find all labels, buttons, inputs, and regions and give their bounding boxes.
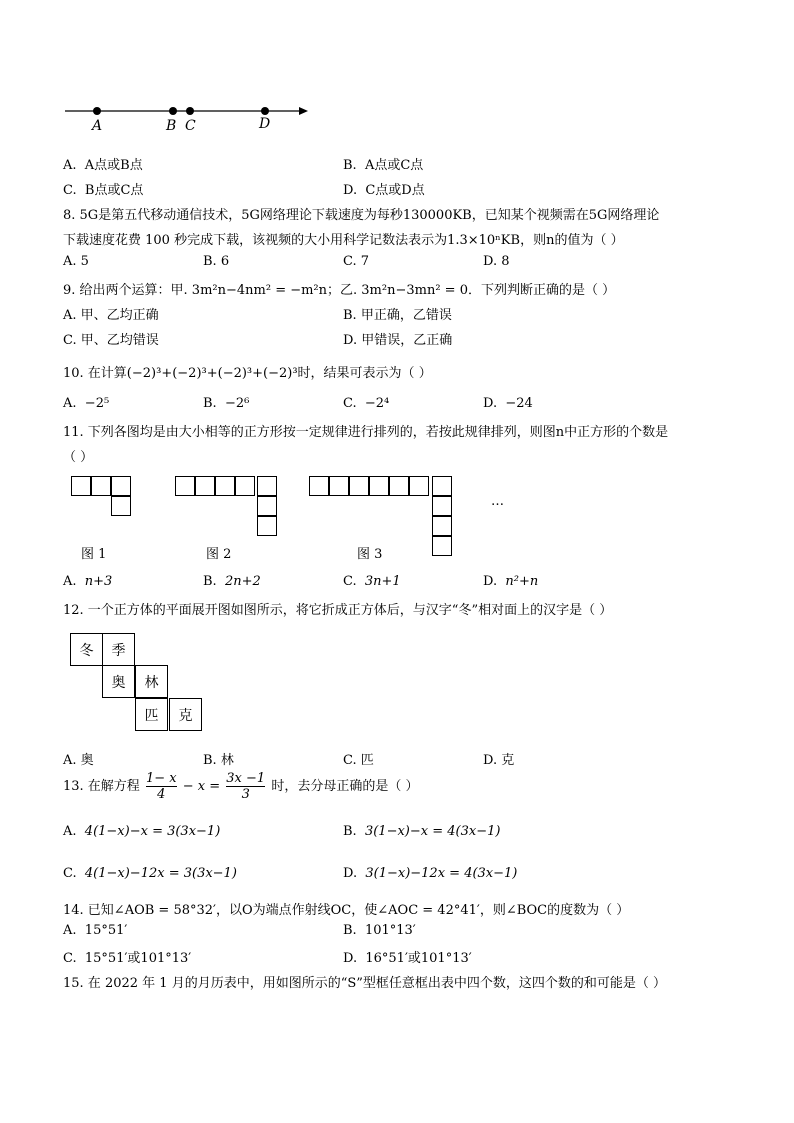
fraction-1-denominator: 4 bbox=[157, 787, 166, 802]
point-label-b: B bbox=[166, 118, 177, 134]
q15-stem: 15. 在 2022 年 1 月的月历表中，用如图所示的“S”型框任意框出表中四个数，这四个数的和可能是（ ） bbox=[63, 976, 667, 991]
option-label: A. bbox=[63, 396, 77, 411]
option-text: B点或C点 bbox=[84, 183, 144, 198]
option-label: A. bbox=[63, 753, 77, 768]
option-text: 匹 bbox=[360, 753, 374, 768]
q12-option-c[interactable] bbox=[343, 749, 374, 768]
q13-stem bbox=[63, 771, 418, 802]
option-text: 2n+2 bbox=[224, 574, 261, 589]
option-label: B. bbox=[343, 923, 357, 938]
q9-option-a[interactable] bbox=[63, 304, 159, 323]
option-label: D. bbox=[483, 753, 498, 768]
q11-stem-line1: 11. 下列各图均是由大小相等的正方形按一定规律进行排列的，若按此规律排列，则图n中正方形的个数是 bbox=[63, 425, 669, 440]
net-cell-ao: 奥 bbox=[102, 665, 135, 698]
square bbox=[71, 476, 91, 496]
q11-stem-line2: （ ） bbox=[63, 450, 94, 465]
q9-stem: 9. 给出两个运算：甲. 3m²n−4nm² = −m²n；乙. 3m²n−3mn² = 0．下列判断正确的是（ ） bbox=[63, 283, 616, 298]
option-text: 奥 bbox=[80, 753, 94, 768]
option-text: 15°51′ bbox=[84, 923, 128, 938]
q13-option-d[interactable] bbox=[343, 866, 517, 881]
q12-option-d[interactable] bbox=[483, 749, 514, 768]
net-cell-ke: 克 bbox=[169, 698, 202, 731]
q8-option-a[interactable] bbox=[63, 254, 89, 269]
option-text: C点或D点 bbox=[365, 183, 425, 198]
q8-stem-line2: 下载速度花费 100 秒完成下载，该视频的大小用科学记数法表示为1.3×10ⁿKB，则n的值为（ ） bbox=[63, 233, 624, 248]
point-a bbox=[93, 107, 101, 115]
fraction-2-numerator: 3x −1 bbox=[226, 771, 266, 786]
option-text: −2⁶ bbox=[224, 396, 250, 411]
q8-stem-line1: 8. 5G是第五代移动通信技术，5G网络理论下载速度为每秒130000KB，已知某个视频需在5G网络理论 bbox=[63, 208, 660, 223]
option-label: C. bbox=[343, 753, 357, 768]
option-text: −2⁵ bbox=[84, 396, 110, 411]
net-cell-dong: 冬 bbox=[70, 633, 103, 666]
option-label: B. bbox=[203, 574, 217, 589]
option-label: D. bbox=[483, 396, 498, 411]
fraction-2 bbox=[226, 771, 265, 802]
option-text: 101°13′ bbox=[364, 923, 416, 938]
q7-option-d[interactable] bbox=[343, 179, 425, 198]
net-cell-pi: 匹 bbox=[135, 698, 168, 731]
q14-option-b[interactable] bbox=[343, 923, 416, 938]
q9-option-b[interactable] bbox=[343, 304, 452, 323]
figure-label-2: 图 2 bbox=[206, 547, 232, 562]
square bbox=[195, 476, 215, 496]
q14-option-a[interactable] bbox=[63, 923, 127, 938]
figure-label-3: 图 3 bbox=[357, 547, 383, 562]
option-label: D. bbox=[343, 951, 358, 966]
square bbox=[432, 476, 452, 496]
q7-option-c[interactable] bbox=[63, 179, 143, 198]
q8-option-d[interactable] bbox=[483, 254, 510, 269]
option-label: D. bbox=[483, 574, 498, 589]
option-text: 甲错误，乙正确 bbox=[361, 333, 453, 348]
option-text: 15°51′或101°13′ bbox=[84, 951, 192, 966]
option-label: A. bbox=[63, 254, 77, 269]
q10-option-b[interactable] bbox=[203, 396, 249, 411]
option-text: 16°51′或101°13′ bbox=[365, 951, 472, 966]
option-label: C. bbox=[63, 866, 77, 881]
option-label: A. bbox=[63, 824, 77, 839]
option-label: D. bbox=[483, 254, 498, 269]
q14-option-c[interactable] bbox=[63, 947, 191, 966]
square bbox=[111, 476, 131, 496]
option-label: B. bbox=[343, 158, 357, 173]
option-text: 甲、乙均正确 bbox=[80, 308, 159, 323]
q12-option-b[interactable] bbox=[203, 749, 234, 768]
option-text: 8 bbox=[501, 254, 510, 269]
option-text: 3n+1 bbox=[364, 574, 401, 589]
q7-option-a[interactable] bbox=[63, 154, 143, 173]
square bbox=[257, 476, 277, 496]
option-label: C. bbox=[343, 254, 357, 269]
square bbox=[175, 476, 195, 496]
square bbox=[329, 476, 349, 496]
q11-option-b[interactable] bbox=[203, 574, 261, 589]
q10-option-a[interactable] bbox=[63, 396, 109, 411]
arrow-icon bbox=[299, 107, 308, 115]
q13-option-a[interactable] bbox=[63, 824, 220, 839]
option-text: 3(1−x)−12x = 4(3x−1) bbox=[365, 866, 518, 881]
q13-stem-before: 13. 在解方程 bbox=[63, 779, 140, 794]
option-label: A. bbox=[63, 923, 77, 938]
q9-option-d[interactable] bbox=[343, 329, 452, 348]
option-text: −2⁴ bbox=[364, 396, 390, 411]
q7-option-b[interactable] bbox=[343, 154, 423, 173]
square bbox=[432, 516, 452, 536]
option-text: 4(1−x)−12x = 3(3x−1) bbox=[84, 866, 237, 881]
square bbox=[235, 476, 255, 496]
q12-stem: 12. 一个正方体的平面展开图如图所示，将它折成正方体后，与汉字“冬”相对面上的汉字是（ ） bbox=[63, 603, 613, 618]
figure-label-1: 图 1 bbox=[81, 547, 107, 562]
q13-stem-after: 时，去分母正确的是（ ） bbox=[271, 779, 419, 794]
option-text: 甲正确，乙错误 bbox=[360, 308, 452, 323]
q11-option-a[interactable] bbox=[63, 574, 112, 589]
option-text: 4(1−x)−x = 3(3x−1) bbox=[84, 824, 221, 839]
square bbox=[257, 496, 277, 516]
q11-option-c[interactable] bbox=[343, 574, 401, 589]
point-d bbox=[261, 107, 269, 115]
option-label: B. bbox=[343, 824, 357, 839]
square bbox=[409, 476, 429, 496]
option-label: D. bbox=[343, 866, 358, 881]
q10-option-c[interactable] bbox=[343, 396, 389, 411]
fraction-1-numerator: 1− x bbox=[145, 771, 177, 786]
q14-stem: 14. 已知∠AOB = 58°32′，以O为端点作射线OC，使∠AOC = 42°41′，则∠BOC的度数为（ ） bbox=[63, 903, 630, 918]
fraction-2-denominator: 3 bbox=[241, 787, 250, 802]
square bbox=[369, 476, 389, 496]
option-text: 5 bbox=[80, 254, 89, 269]
option-text: n²+n bbox=[505, 574, 539, 589]
option-label: C. bbox=[343, 574, 357, 589]
option-label: C. bbox=[343, 396, 357, 411]
option-label: C. bbox=[63, 951, 77, 966]
option-text: 克 bbox=[501, 753, 515, 768]
option-label: D. bbox=[343, 183, 358, 198]
q12-option-a[interactable] bbox=[63, 749, 94, 768]
option-label: C. bbox=[63, 333, 77, 348]
option-label: C. bbox=[63, 183, 77, 198]
square bbox=[215, 476, 235, 496]
q14-option-d[interactable] bbox=[343, 947, 472, 966]
net-cell-lin: 林 bbox=[135, 665, 168, 698]
square bbox=[432, 496, 452, 516]
fraction-1 bbox=[146, 771, 177, 802]
square bbox=[432, 536, 452, 556]
square bbox=[111, 496, 131, 516]
option-label: A. bbox=[63, 574, 77, 589]
option-text: 林 bbox=[220, 753, 234, 768]
q10-stem: 10. 在计算(−2)³+(−2)³+(−2)³+(−2)³时，结果可表示为（ ） bbox=[63, 366, 432, 381]
net-cell-ji: 季 bbox=[102, 633, 135, 666]
q8-option-c[interactable] bbox=[343, 254, 369, 269]
square bbox=[349, 476, 369, 496]
q8-option-b[interactable] bbox=[203, 254, 229, 269]
option-text: A点或B点 bbox=[84, 158, 143, 173]
option-text: 甲、乙均错误 bbox=[80, 333, 159, 348]
point-label-d: D bbox=[259, 116, 271, 132]
q13-option-b[interactable] bbox=[343, 824, 500, 839]
square bbox=[257, 516, 277, 536]
option-text: 6 bbox=[220, 254, 230, 269]
q9-option-c[interactable] bbox=[63, 329, 159, 348]
option-text: n+3 bbox=[84, 574, 113, 589]
option-label: B. bbox=[343, 308, 357, 323]
q13-option-c[interactable] bbox=[63, 866, 237, 881]
option-label: B. bbox=[203, 396, 217, 411]
option-text: 7 bbox=[360, 254, 370, 269]
option-text: A点或C点 bbox=[364, 158, 424, 173]
option-label: D. bbox=[343, 333, 358, 348]
square bbox=[309, 476, 329, 496]
square bbox=[389, 476, 409, 496]
option-label: A. bbox=[63, 158, 77, 173]
ellipsis: … bbox=[491, 494, 504, 509]
point-label-a: A bbox=[92, 118, 103, 134]
option-label: B. bbox=[203, 753, 217, 768]
q11-option-d[interactable] bbox=[483, 574, 538, 589]
point-label-c: C bbox=[185, 118, 196, 134]
option-text: 3(1−x)−x = 4(3x−1) bbox=[364, 824, 501, 839]
square bbox=[91, 476, 111, 496]
option-label: A. bbox=[63, 308, 77, 323]
option-label: B. bbox=[203, 254, 217, 269]
point-b bbox=[169, 107, 177, 115]
q13-stem-mid: − x = bbox=[182, 779, 221, 794]
point-c bbox=[186, 107, 194, 115]
q10-option-d[interactable] bbox=[483, 396, 533, 411]
option-text: −24 bbox=[505, 396, 533, 411]
